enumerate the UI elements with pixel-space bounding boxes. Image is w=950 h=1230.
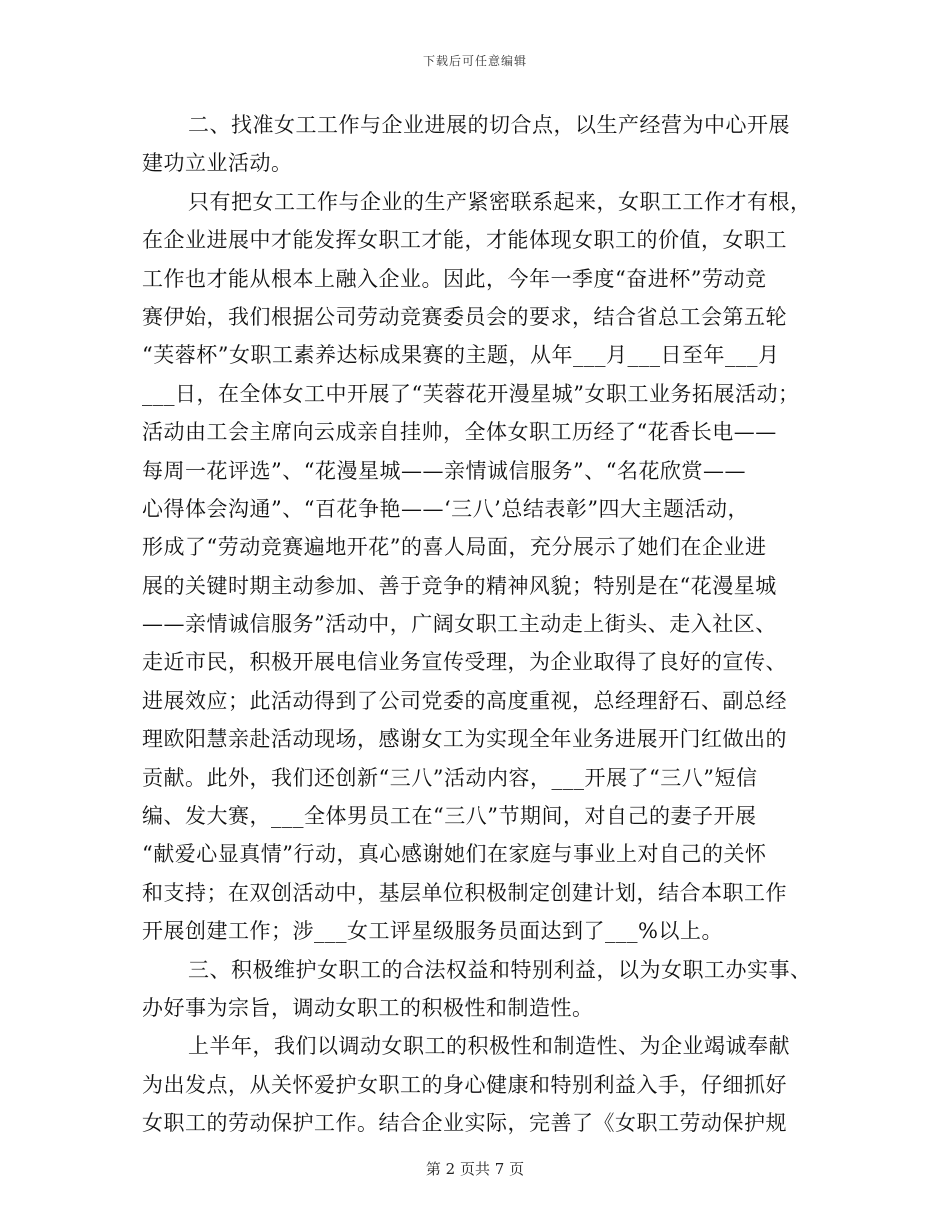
text-line: 心得体会沟通”、“百花争艳——‘三八’总结表彰”四大主题活动， [142,496,750,521]
text-line: “献爱心显真情”行动，真心感谢她们在家庭与事业上对自己的关怀 [142,842,767,867]
text-line: ——亲情诚信服务”活动中，广阔女职工主动走上街头、走入社区、 [142,612,777,637]
text-line: 工作也才能从根本上融入企业。因此，今年一季度“奋进杯”劳动竞 [142,266,767,291]
page-number: 第 2 页共 7 页 [425,1160,525,1178]
text-line: “芙蓉杯”女职工素养达标成果赛的主题，从年___月___日至年___月 [142,343,780,368]
text-line: 开展创建工作；涉___女工评星级服务员面达到了___%以上。 [142,919,723,944]
text-line: 理欧阳慧亲赴活动现场，感谢女工为实现全年业务进展开门红做出的 [142,727,787,752]
text-line: 办好事为宗旨，调动女职工的积极性和制造性。 [142,995,594,1020]
text-line: 每周一花评选”、“花漫星城——亲情诚信服务”、“名花欣赏—— [142,458,746,483]
text-line: 建功立业活动。 [142,151,293,176]
text-line: ___日，在全体女工中开展了“芙蓉花开漫星城”女职工业务拓展活动； [142,381,800,406]
text-line: 走近市民，积极开展电信业务宣传受理，为企业取得了良好的宣传、 [142,650,787,675]
text-line: 形成了“劳动竞赛遍地开花”的喜人局面，充分展示了她们在企业进 [142,535,767,560]
text-line: 展的关键时期主动参加、善于竞争的精神风貌；特别是在“花漫星城 [142,573,777,598]
text-line: 二、找准女工工作与企业进展的切合点，以生产经营为中心开展 [188,113,790,137]
text-line: 活动由工会主席向云成亲自挂帅，全体女职工历经了“花香长电—— [142,420,777,445]
text-line: 为出发点，从关怀爱护女职工的身心健康和特别利益入手，仔细抓好 [142,1072,787,1097]
text-line: 和支持；在双创活动中，基层单位积极制定创建计划，结合本职工作 [142,880,787,905]
text-line: 贡献。此外，我们还创新“三八”活动内容，___开展了“三八”短信 [142,765,758,790]
text-line: 只有把女工工作与企业的生产紧密联系起来，女职工工作才有根， [188,189,812,214]
text-line: 三、积极维护女职工的合法权益和特别利益，以为女职工办实事、 [188,957,812,982]
text-line: 赛伊始，我们根据公司劳动竞赛委员会的要求，结合省总工会第五轮 [142,304,787,329]
text-line: 女职工的劳动保护工作。结合企业实际，完善了《女职工劳动保护规 [142,1111,787,1136]
text-line: 上半年，我们以调动女职工的积极性和制造性、为企业竭诚奉献 [188,1034,790,1059]
text-line: 编、发大赛，___全体男员工在“三八”节期间，对自己的妻子开展 [142,804,757,829]
text-line: 在企业进展中才能发挥女职工才能，才能体现女职工的价值，女职工 [142,228,787,253]
text-line: 进展效应；此活动得到了公司党委的高度重视，总经理舒石、副总经 [142,688,787,713]
page-header: 下载后可任意编辑 [422,54,527,68]
document-body [142,106,810,1143]
